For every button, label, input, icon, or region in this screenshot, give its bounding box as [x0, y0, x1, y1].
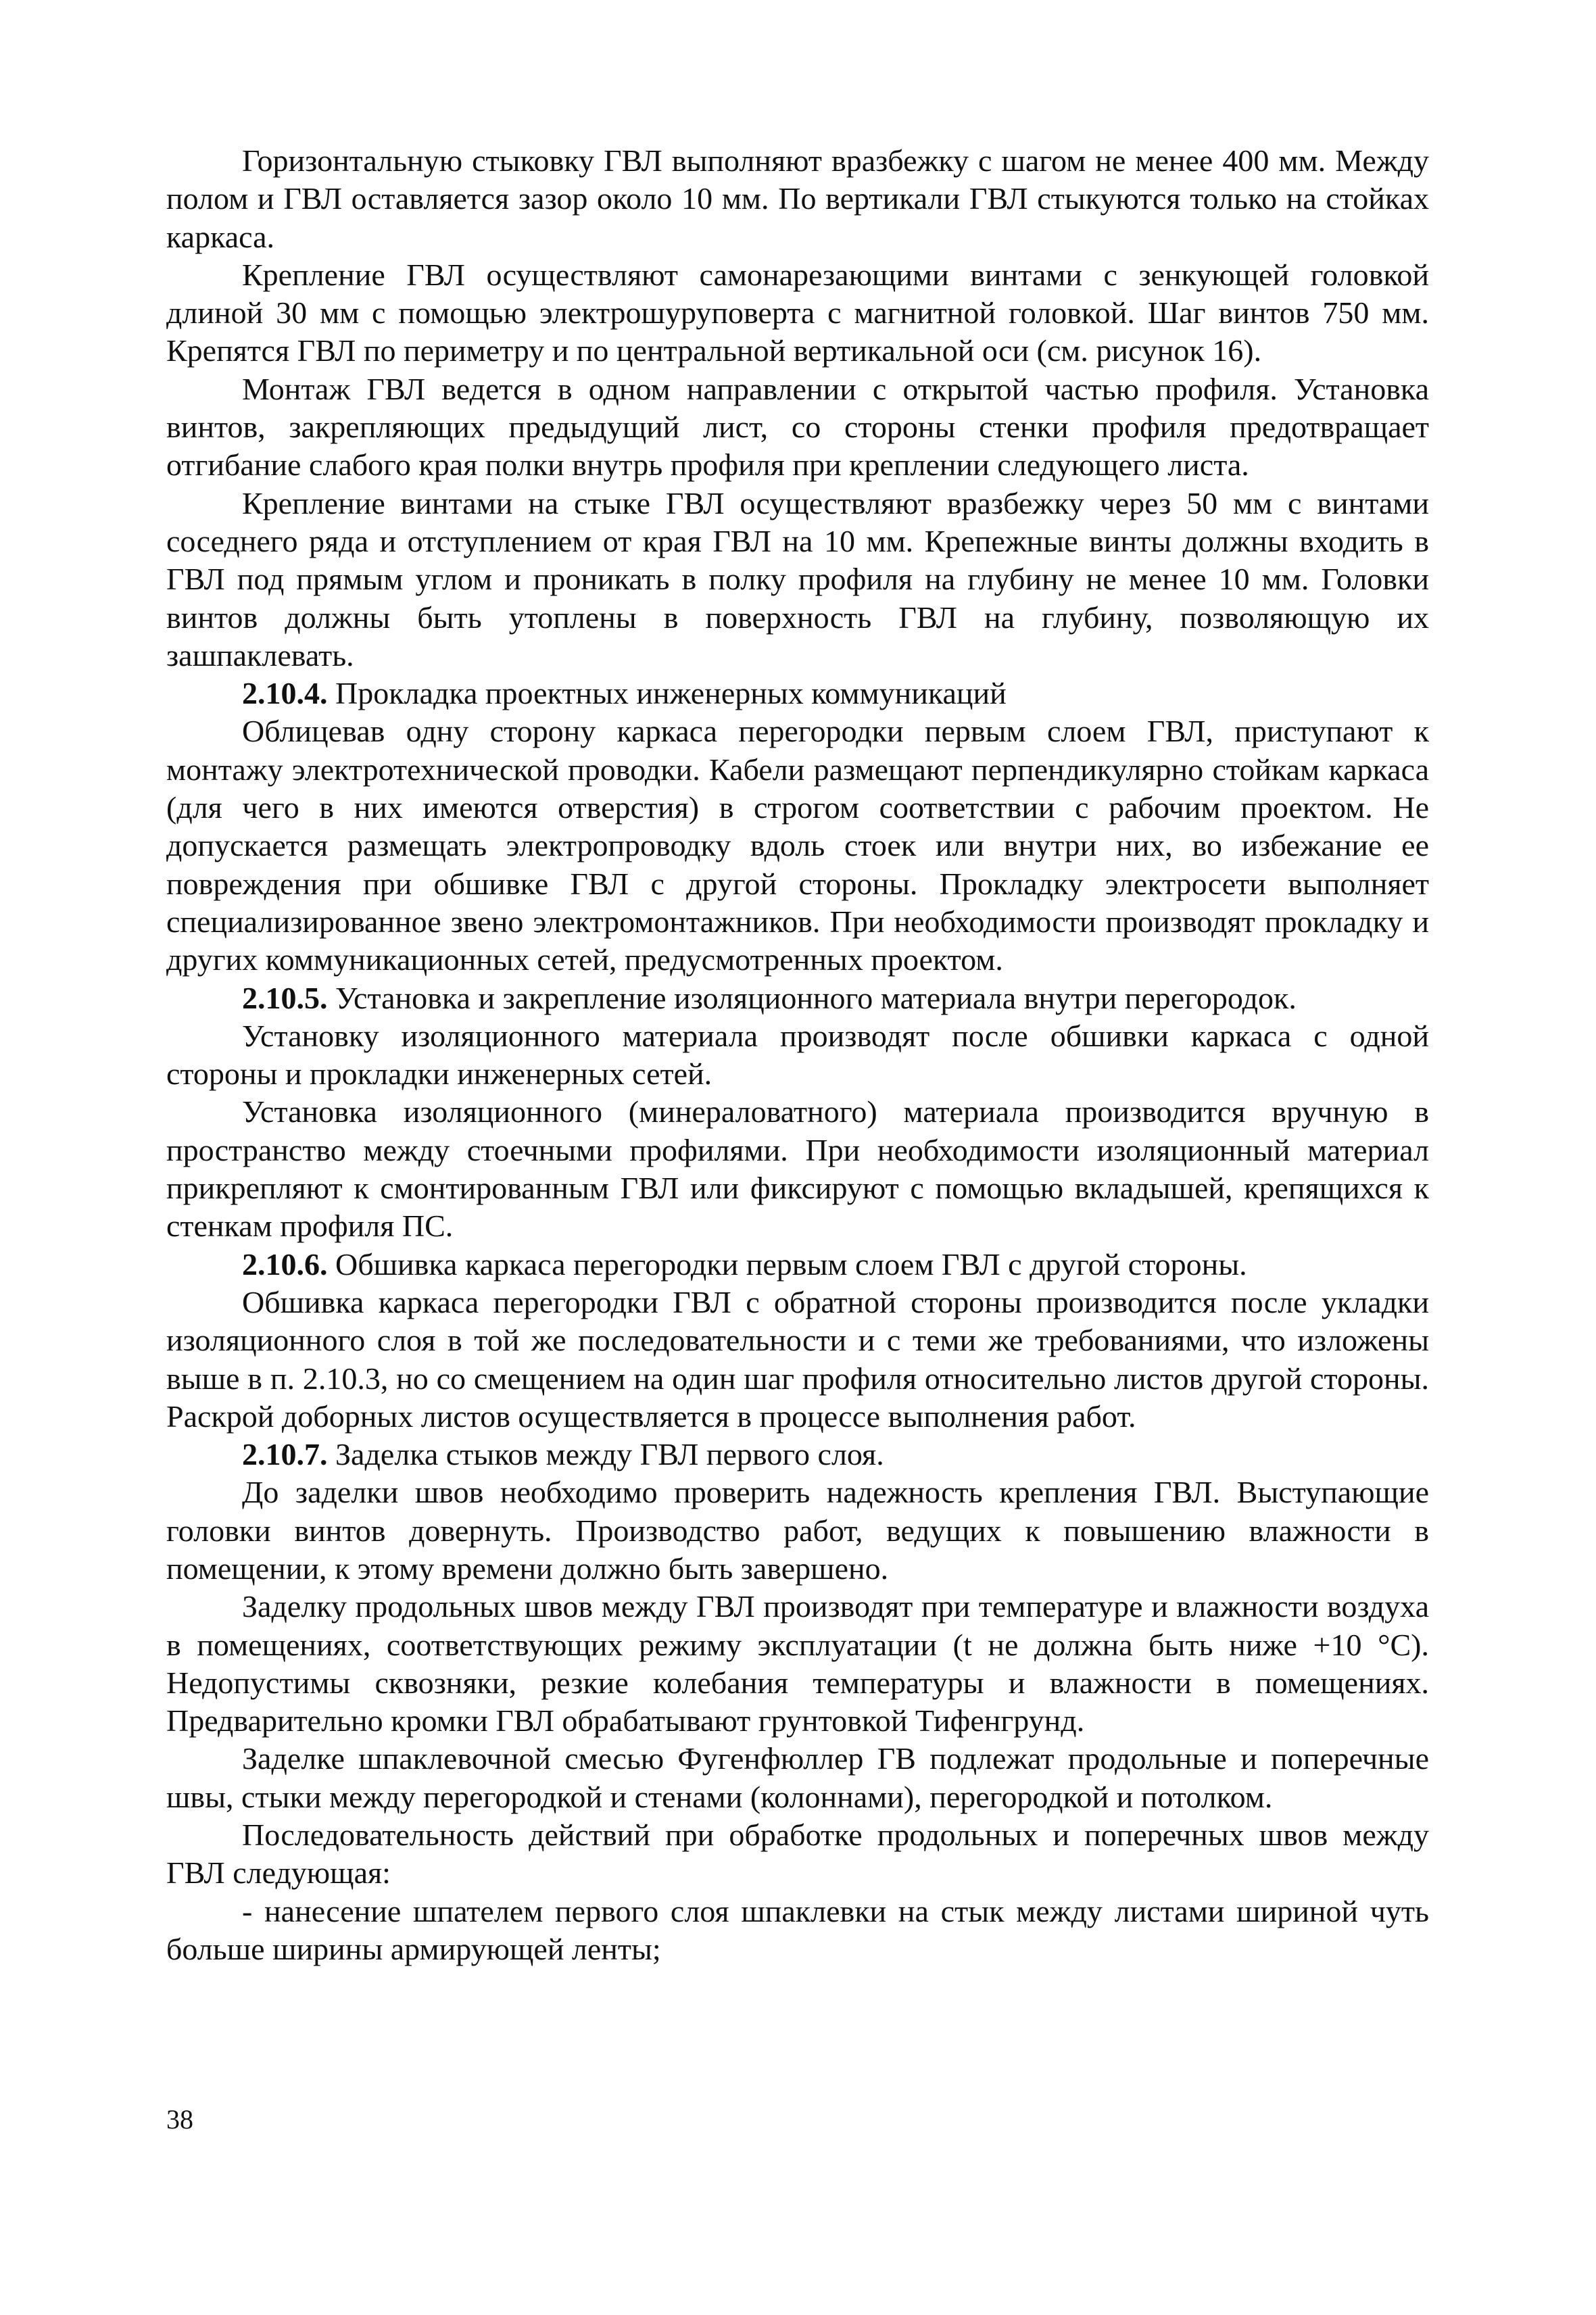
section-title: Обшивка каркаса перегородки первым слоем ГВЛ с другой стороны.: [327, 1246, 1247, 1282]
body-text: [166, 142, 1429, 1968]
paragraph-screw-joints: Крепление винтами на стыке ГВЛ осуществляют вразбежку через 50 мм с винтами соседнего ряда и отступлением от края ГВЛ на 10 мм. Крепежные винты должны входить в ГВЛ под прямым углом и проникать в полку профиля на глубину не менее 10 мм. Головки винтов должны быть утоплены в поверхность ГВЛ на глубину, позволяющую их зашпаклевать.: [166, 485, 1429, 673]
paragraph-wiring: Облицевав одну сторону каркаса перегородки первым слоем ГВЛ, приступают к монтажу электротехнической проводки. Кабели размещают перпендикулярно стойкам каркаса (для чего в них имеются отверстия) в строгом соответствии с рабочим проектом. Не допускается размещать электропроводку вдоль стоек или внутри них, во избежание ее повреждения при обшивке ГВЛ с другой стороны. Прокладку электросети выполняет специализированное звено электромонтажников. При необходимости производят прокладку и других коммуникационных сетей, предусмотренных проектом.: [166, 714, 1429, 977]
section-number: 2.10.7.: [242, 1437, 328, 1472]
paragraph-check-fastening: До заделки швов необходимо проверить надежность крепления ГВЛ. Выступающие головки винтов довернуть. Производство работ, ведущих к повышению влажности в помещении, к этому времени должно быть завершено.: [166, 1475, 1429, 1586]
paragraph-fastening: Крепление ГВЛ осуществляют самонарезающими винтами с зенкующей головкой длиной 30 мм с помощью электрошуруповерта с магнитной головкой. Шаг винтов 750 мм. Крепятся ГВЛ по периметру и по центральной вертикальной оси (см. рисунок 16).: [166, 257, 1429, 368]
section-title: Заделка стыков между ГВЛ первого слоя.: [327, 1437, 884, 1472]
section-number: 2.10.6.: [242, 1246, 328, 1282]
list-item-first-layer: - нанесение шпателем первого слоя шпаклевки на стык между листами шириной чуть больше ширины армирующей ленты;: [166, 1893, 1429, 1966]
paragraph-other-side: Обшивка каркаса перегородки ГВЛ с обратной стороны производится после укладки изоляционного слоя в той же последовательности и с теми же требованиями, что изложены выше в п. 2.10.3, но со смещением на один шаг профиля относительно листов другой стороны. Раскрой доборных листов осуществляется в процессе выполнения работ.: [166, 1284, 1429, 1434]
section-title: Установка и закрепление изоляционного материала внутри перегородок.: [327, 980, 1297, 1015]
paragraph-insulation-install: Установка изоляционного (минераловатного) материала производится вручную в пространство между стоечными профилями. При необходимости изоляционный материал прикрепляют к смонтированным ГВЛ или фиксируют с помощью вкладышей, крепящихся к стенкам профиля ПС.: [166, 1094, 1429, 1244]
paragraph-sequence: Последовательность действий при обработке продольных и поперечных швов между ГВЛ следующая:: [166, 1818, 1429, 1891]
section-heading-2-10-4: [166, 675, 1429, 712]
section-heading-2-10-5: [166, 979, 1429, 1017]
paragraph-insulation-order: Установку изоляционного материала производят после обшивки каркаса с одной стороны и прокладки инженерных сетей.: [166, 1018, 1429, 1092]
section-number: 2.10.5.: [242, 980, 328, 1015]
section-title: Прокладка проектных инженерных коммуникаций: [327, 676, 1007, 711]
paragraph-filler: Заделке шпаклевочной смесью Фугенфюллер ГВ подлежат продольные и поперечные швы, стыки между перегородкой и стенами (колоннами), перегородкой и потолком.: [166, 1741, 1429, 1814]
section-heading-2-10-6: [166, 1246, 1429, 1284]
paragraph-seam-conditions: Заделку продольных швов между ГВЛ производят при температуре и влажности воздуха в помещениях, соответствующих режиму эксплуатации (t не должна быть ниже +10 °С). Недопустимы сквозняки, резкие колебания температуры и влажности в помещениях. Предварительно кромки ГВЛ обрабатывают грунтовкой Тифенгрунд.: [166, 1589, 1429, 1738]
section-number: 2.10.4.: [242, 676, 328, 711]
section-heading-2-10-7: [166, 1436, 1429, 1473]
paragraph-horizontal-joints: Горизонтальную стыковку ГВЛ выполняют вразбежку с шагом не менее 400 мм. Между полом и ГВЛ оставляется зазор около 10 мм. По вертикали ГВЛ стыкуются только на стойках каркаса.: [166, 143, 1429, 254]
page-number: 38: [166, 2104, 193, 2135]
paragraph-mounting-direction: Монтаж ГВЛ ведется в одном направлении с открытой частью профиля. Установка винтов, закрепляющих предыдущий лист, со стороны стенки профиля предотвращает отгибание слабого края полки внутрь профиля при креплении следующего листа.: [166, 371, 1429, 483]
